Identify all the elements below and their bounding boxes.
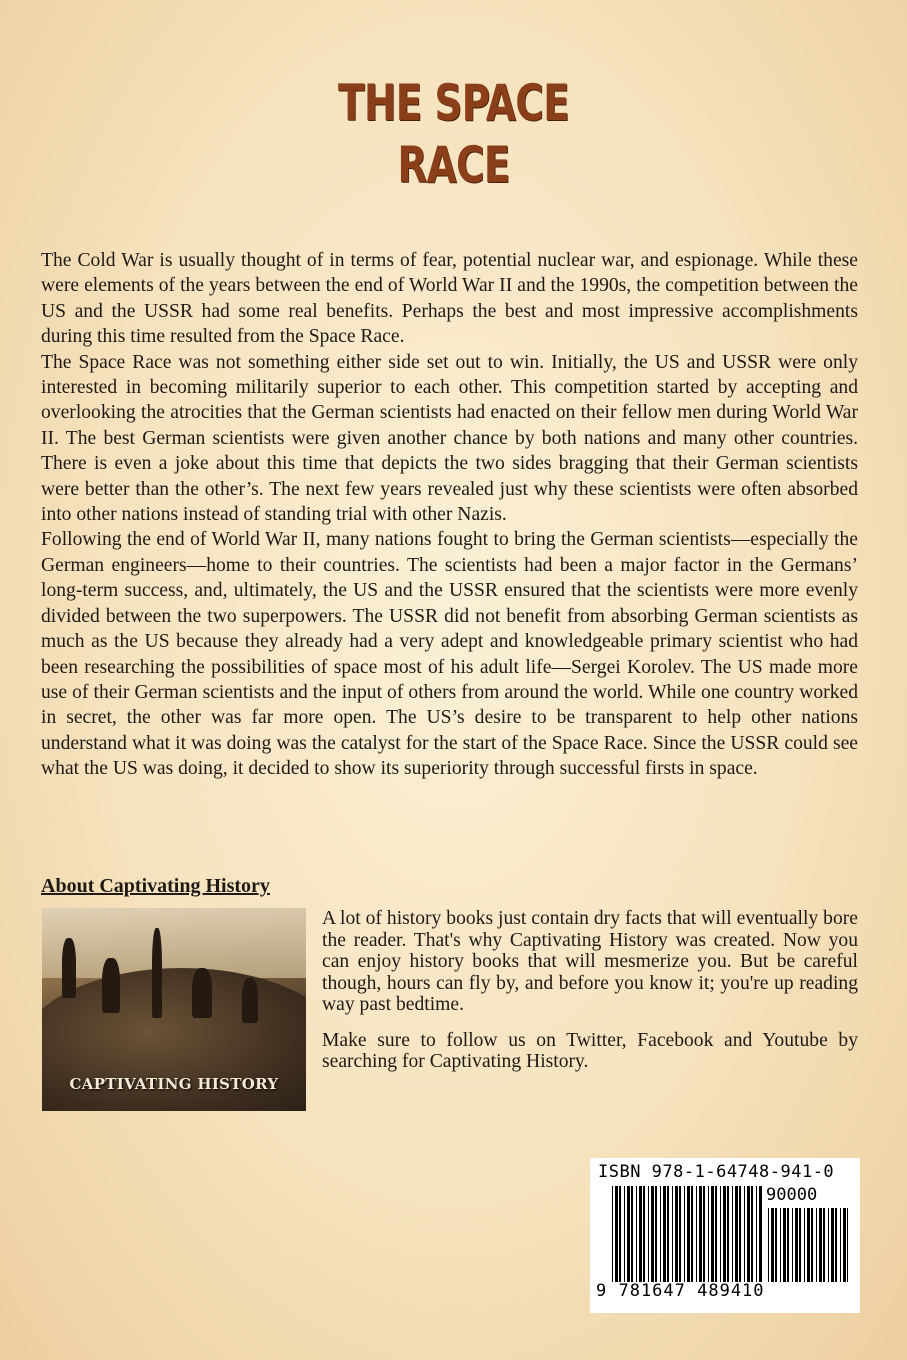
barcode-bar — [615, 1186, 618, 1282]
barcode-bar — [619, 1186, 621, 1282]
barcode-bar — [636, 1186, 637, 1282]
barcode-bar — [843, 1208, 846, 1282]
barcode-bar — [831, 1208, 834, 1282]
barcode-bar — [807, 1208, 810, 1282]
barcode-bar — [727, 1186, 729, 1282]
barcode-bar — [612, 1186, 613, 1282]
barcode-bar — [747, 1186, 750, 1282]
barcode-bar — [840, 1208, 841, 1282]
barcode-bar — [699, 1186, 702, 1282]
barcode-bar — [655, 1186, 657, 1282]
image-figure — [62, 938, 76, 998]
barcode-bar — [723, 1186, 726, 1282]
barcode-bar — [684, 1186, 685, 1282]
barcode-bar — [663, 1186, 666, 1282]
barcode-bar — [847, 1208, 848, 1282]
barcode-bar — [667, 1186, 669, 1282]
description-paragraph-1: The Cold War is usually thought of in terms of fear, potential nuclear war, and espionage. While these were elements of the years between the end of World War II and the 1990s, the competition between the US and the USSR had some real benefits. Perhaps the best and most impressive accomplishments during this time resulted from the Space Race. — [41, 250, 858, 348]
barcode-bar — [679, 1186, 681, 1282]
barcode-bar — [715, 1186, 717, 1282]
barcode-bar — [792, 1208, 793, 1282]
image-figure — [102, 958, 120, 1013]
barcode-bar — [775, 1208, 777, 1282]
image-banner-text: CAPTIVATING HISTORY — [69, 1075, 279, 1093]
description-paragraph-3: Following the end of World War II, many nations fought to bring the German scientists—especially the German engineers—home to their countries. The scientists had been a major factor in the Germans’ long-term success, and, ultimately, the US and the USSR ensured that the scientists were more evenly divided between the two superpowers. The USSR did not benefit from absorbing German scientists as much as the US because they already had a very adept and knowledgeable primary scientist who had been researching the possibilities of space most of his adult life—Sergei Korolev. The US made more use of their German scientists and the input of others from around the world. While one country worked in secret, the other was far more open. The US’s desire to be transparent to help other nations understand what it was doing was the catalyst for the start of the Space Race. Since the USSR could see what the US was doing, it decided to show its superiority through successful firsts in space. — [41, 529, 858, 780]
barcode-bar — [735, 1186, 738, 1282]
cover-title-line1: THE SPACE — [337, 74, 569, 132]
barcode-bar — [795, 1208, 798, 1282]
barcode-bar — [771, 1208, 774, 1282]
barcode-bar — [787, 1208, 789, 1282]
barcode-bar — [624, 1186, 625, 1282]
barcode-bar — [816, 1208, 817, 1282]
barcode-bar — [660, 1186, 661, 1282]
barcode-bar — [627, 1186, 630, 1282]
isbn-label: ISBN 978-1-64748-941-0 — [598, 1162, 835, 1182]
description-paragraph-2: The Space Race was not something either side set out to win. Initially, the US and USSR were only interested in becoming militarily superior to each other. This competition started by accepting and overlooking the atrocities that the German scientists had enacted on their fellow men during World War II. The best German scientists were given another chance by both nations and many other countries. There is even a joke about this time that depicts the two sides bragging that their German scientists were better than the other’s. The next few years revealed just why these scientists were often absorbed into other nations instead of standing trial with other Nazis. — [41, 351, 858, 526]
barcode-bar — [648, 1186, 649, 1282]
barcode-bar — [804, 1208, 805, 1282]
barcode-bar — [780, 1208, 781, 1282]
barcode-bar — [651, 1186, 654, 1282]
barcode-bar — [819, 1208, 822, 1282]
barcode-bar — [759, 1186, 762, 1282]
barcode-bar — [828, 1208, 829, 1282]
barcode-bar — [687, 1186, 690, 1282]
barcode-bar — [835, 1208, 837, 1282]
barcode-bar — [708, 1186, 709, 1282]
barcode-bar — [631, 1186, 633, 1282]
barcode-bar — [720, 1186, 721, 1282]
barcode-bar — [696, 1186, 697, 1282]
barcode-bar — [703, 1186, 705, 1282]
about-paragraph-2: Make sure to follow us on Twitter, Facebook and Youtube by searching for Captivating History. — [322, 1029, 858, 1072]
cover-title-line2: RACE — [397, 136, 510, 194]
barcode-digits: 9 781647 489410 — [596, 1281, 765, 1301]
barcode-bar — [783, 1208, 786, 1282]
barcode-bar — [711, 1186, 714, 1282]
barcode-box — [590, 1158, 860, 1313]
barcode-bar — [672, 1186, 673, 1282]
barcode-bar — [823, 1208, 825, 1282]
about-paragraph-1: A lot of history books just contain dry facts that will eventually bore the reader. That's why Captivating History was created. Now you can enjoy history books that will mesmerize you. But be careful though, hours can fly by, and before you know it; you're up reading way past bedtime. — [322, 908, 858, 1015]
barcode-addon-bars — [768, 1208, 848, 1282]
barcode-bar — [744, 1186, 745, 1282]
barcode-bar — [739, 1186, 741, 1282]
about-heading: About Captivating History — [41, 875, 270, 897]
barcode-bar — [732, 1186, 733, 1282]
barcode-bar — [751, 1186, 753, 1282]
barcode-bar — [643, 1186, 645, 1282]
image-figure — [152, 928, 162, 1018]
image-figure — [242, 978, 258, 1023]
barcode-bar — [639, 1186, 642, 1282]
barcode-bar — [675, 1186, 678, 1282]
barcode-bar — [811, 1208, 813, 1282]
book-description — [41, 248, 858, 782]
image-figure — [192, 968, 212, 1018]
barcode-bar — [768, 1208, 769, 1282]
about-text — [322, 908, 858, 1087]
publisher-logo-image — [42, 908, 306, 1111]
barcode-bar — [799, 1208, 801, 1282]
price-code: 90000 — [766, 1185, 818, 1205]
barcode-bar — [691, 1186, 693, 1282]
barcode-main-bars — [612, 1186, 762, 1282]
barcode-bar — [756, 1186, 757, 1282]
